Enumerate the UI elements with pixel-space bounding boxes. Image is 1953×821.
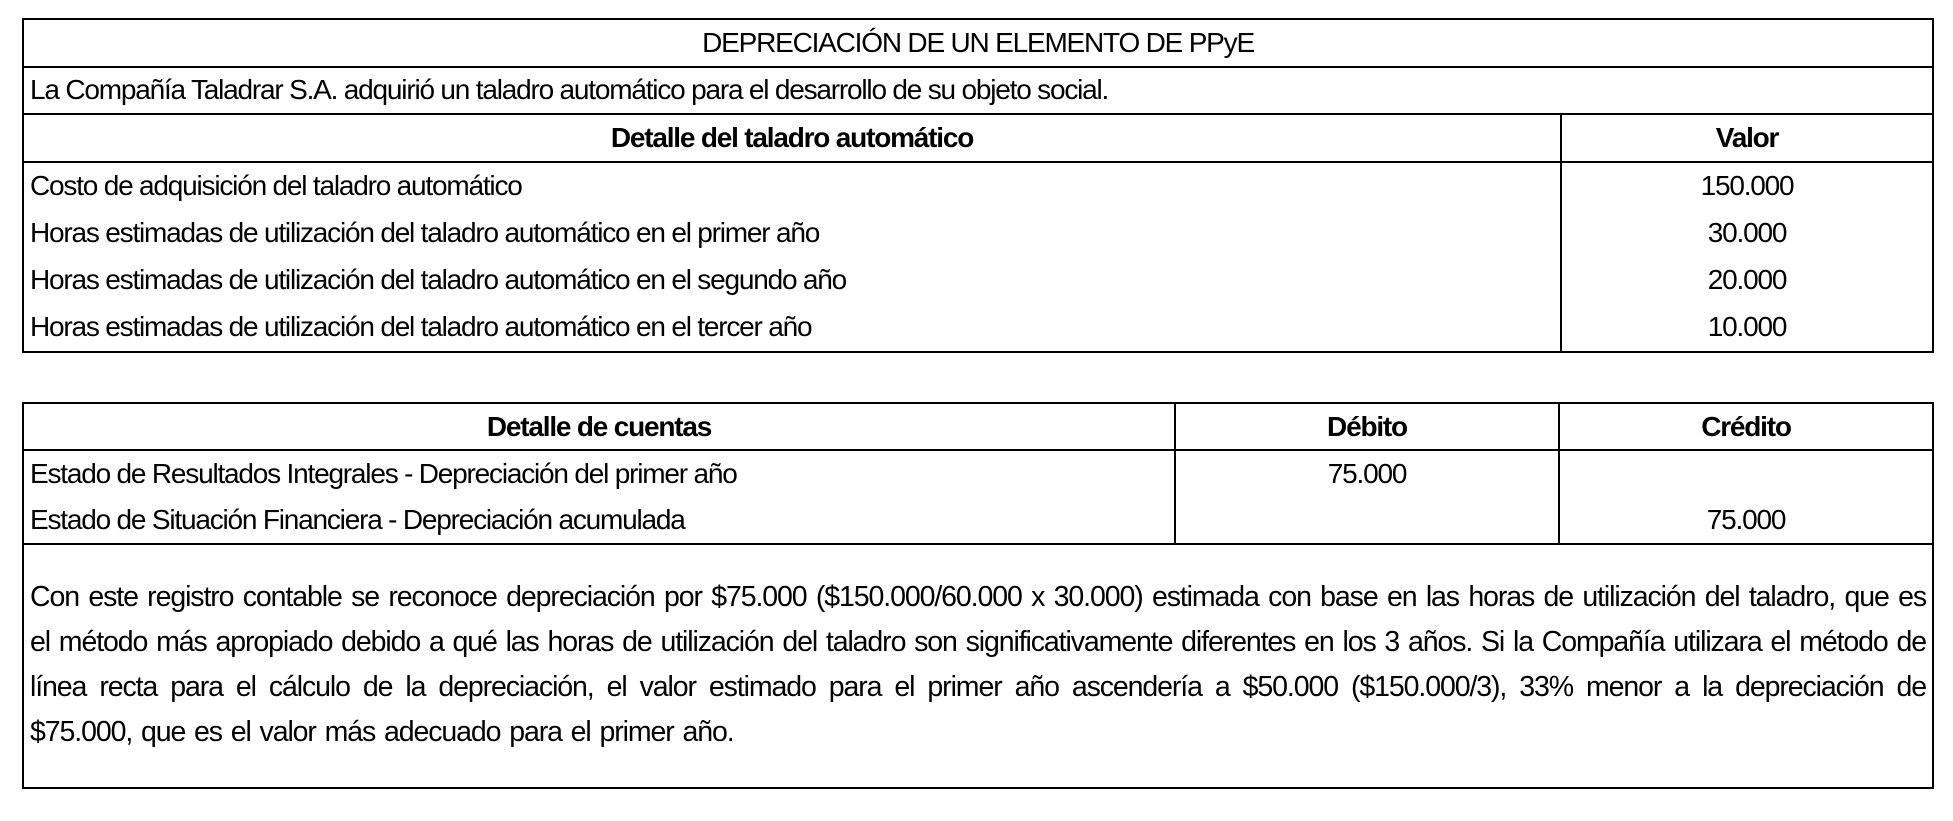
header-detail: Detalle del taladro automático [23, 114, 1561, 162]
detail-table [22, 18, 1934, 353]
row-value: 150.000 [1700, 169, 1794, 201]
header-debit: Débito [1175, 403, 1559, 450]
debit-value [1175, 497, 1559, 544]
header-accounts: Detalle de cuentas [23, 403, 1175, 450]
credit-value: 75.000 [1559, 497, 1933, 544]
page-title: DEPRECIACIÓN DE UN ELEMENTO DE PPyE [23, 19, 1933, 67]
table-row [23, 497, 1933, 544]
intro-text: La Compañía Taladrar S.A. adquirió un taladro automático para el desarrollo de su objeto social. [23, 67, 1933, 115]
table-row [23, 209, 1933, 257]
row-label: Horas estimadas de utilización del taladro automático en el segundo año [23, 257, 1561, 305]
note-row [23, 544, 1933, 788]
credit-value [1559, 450, 1933, 497]
title-row [23, 19, 1933, 67]
account-label: Estado de Resultados Integrales - Depreciación del primer año [23, 450, 1175, 497]
header-credit: Crédito [1559, 403, 1933, 450]
row-label: Horas estimadas de utilización del taladro automático en el primer año [23, 209, 1561, 257]
row-label: Horas estimadas de utilización del taladro automático en el tercer año [23, 304, 1561, 352]
row-value: 10.000 [1707, 311, 1787, 343]
table-row [23, 162, 1933, 210]
row-label: Costo de adquisición del taladro automático [23, 162, 1561, 210]
intro-row [23, 67, 1933, 115]
header-value: Valor [1561, 114, 1933, 162]
accounts-table [22, 402, 1934, 789]
detail-header-row [23, 114, 1933, 162]
table-row [23, 257, 1933, 305]
account-label: Estado de Situación Financiera - Depreciación acumulada [23, 497, 1175, 544]
table-row [23, 304, 1933, 352]
debit-value: 75.000 [1175, 450, 1559, 497]
row-value: 30.000 [1707, 216, 1787, 248]
table-row [23, 450, 1933, 497]
accounts-header-row [23, 403, 1933, 450]
explanation-note: Con este registro contable se reconoce depreciación por $75.000 ($150.000/60.000 x 30.000) estimada con base en las horas de utilización del taladro, que es el método más apropiado debido a qué las horas de utilización del taladro son significativamente diferentes en los 3 años. Si la Compañía utilizara el método de línea recta para el cálculo de la depreciación, el valor estimado para el primer año ascendería a $50.000 ($150.000/3), 33% menor a la depreciación de $75.000, que es el valor más adecuado para el primer año. [30, 581, 1926, 748]
row-value: 20.000 [1707, 264, 1787, 296]
